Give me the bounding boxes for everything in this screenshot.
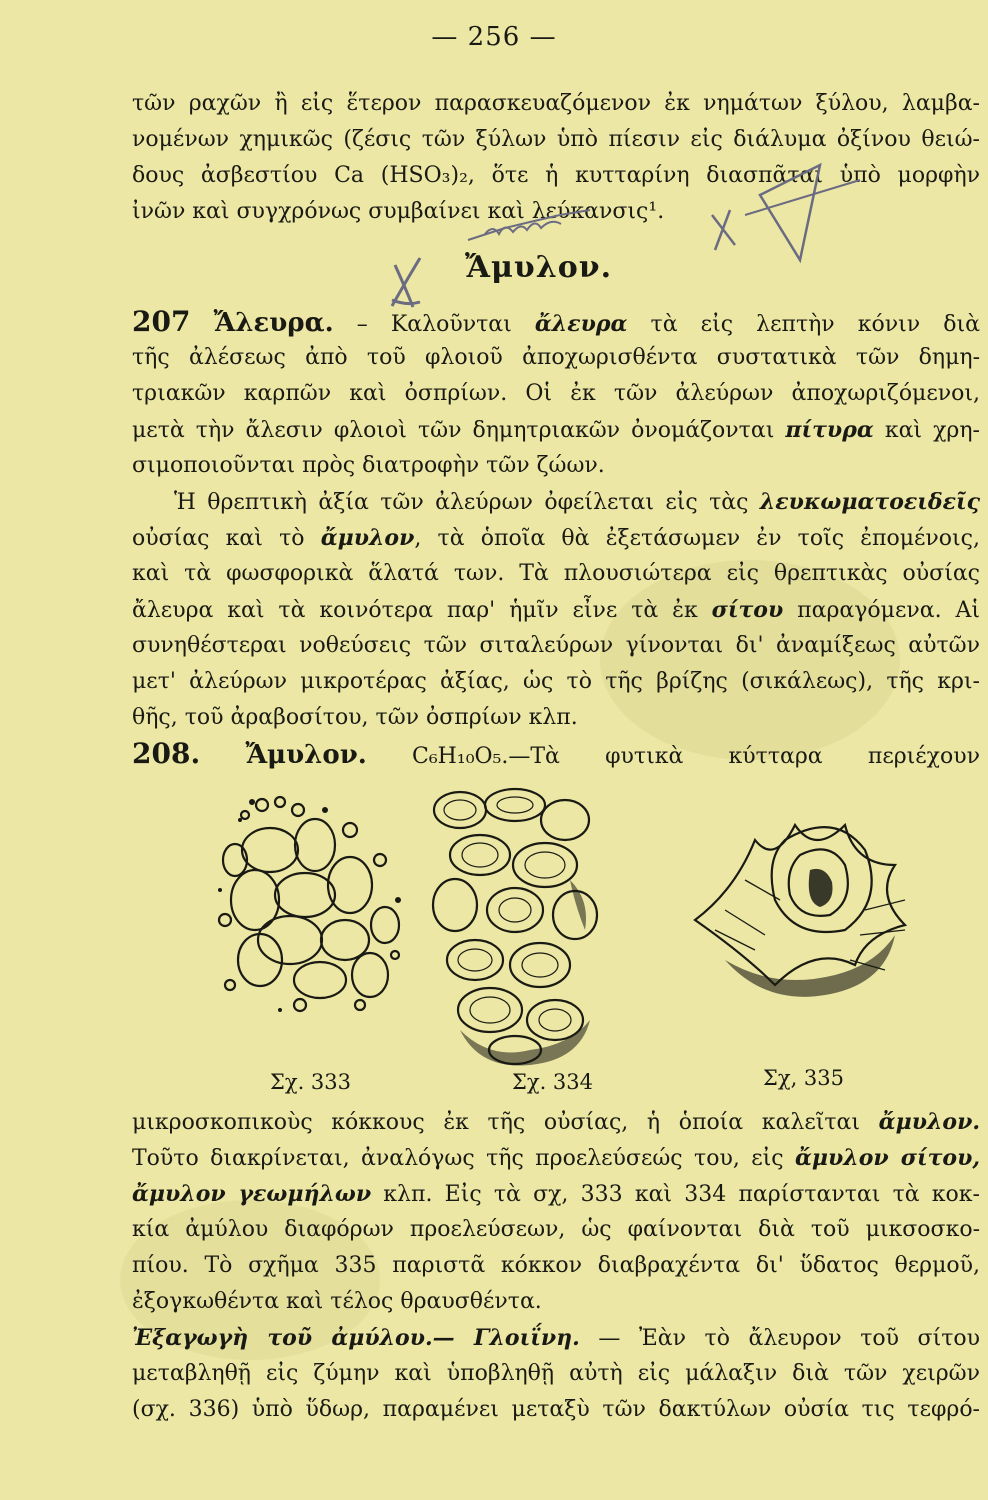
text-span: , τὰ ὁποῖα θὰ ἐξετάσωμεν ἐν τοῖς ἐπομένοις,	[414, 526, 980, 551]
emphasis-term: σίτου	[711, 597, 784, 623]
figure-caption: Σχ, 335	[763, 1066, 845, 1090]
pencil-cross	[712, 210, 735, 250]
section-number: 208.	[132, 737, 201, 770]
text-line: ἰνῶν καὶ συγχρόνως συμβαίνει καὶ λεύκανσις¹.	[132, 199, 665, 224]
figure-333-starch-grains	[200, 790, 410, 1020]
emphasis-term: ἄμυλον	[320, 525, 415, 551]
text-line: ἐξογκωθέντα καὶ τέλος θραυσθέντα.	[132, 1289, 542, 1314]
figures-row	[180, 780, 940, 1100]
text-line: κία ἀμύλου διαφόρων προελεύσεων, ὡς φαίνονται διὰ τοῦ μικσοσκο-	[132, 1217, 980, 1242]
text-line: συνηθέστεραι νοθεύσεις τῶν σιταλεύρων γίνονται δι' ἀναμίξεως αὐτῶν	[132, 633, 980, 658]
text-span: ἄλευρα καὶ τὰ κοινότερα παρ' ἡμῖν εἶνε τὰ ἐκ	[132, 598, 712, 623]
text-span: κλπ. Εἰς τὰ σχ, 333 καὶ 334 παρίστανται τὰ κοκ-	[371, 1182, 980, 1207]
subsection-title: Ἐξαγωγὴ τοῦ ἀμύλου.— Γλοιΐνη.	[132, 1325, 580, 1351]
text-line: τῆς ἀλέσεως ἀπὸ τοῦ φλοιοῦ ἀποχωρισθέντα συστατικὰ τῶν δημη-	[132, 345, 980, 370]
figure-334-starch-grains	[420, 780, 610, 1070]
pencil-scribble	[468, 210, 590, 240]
text-line: τριακῶν καρπῶν καὶ ὀσπρίων. Οἱ ἐκ τῶν ἀλεύρων ἀποχωριζόμενοι,	[132, 381, 980, 406]
figure-335-burst-grain	[685, 810, 930, 1010]
text-line: (σχ. 336) ὑπὸ ὕδωρ, παραμένει μεταξὺ τῶν δακτύλων οὐσία τις τεφρό-	[132, 1397, 980, 1422]
text-span: – Καλοῦνται	[333, 312, 535, 337]
text-span: καὶ χρη-	[873, 418, 980, 443]
text-line: νομένων χημικῶς (ζέσις τῶν ξύλων ὑπὸ πίεσιν εἰς διάλυμα ὀξίνου θειώ-	[132, 127, 980, 152]
figure-caption: Σχ. 333	[270, 1070, 352, 1094]
emphasis-term: ἄλευρα	[534, 311, 628, 337]
starch-paragraph	[132, 1104, 980, 1428]
emphasis-term: ἄμυλον.	[878, 1109, 980, 1135]
text-line: μεταβληθῇ εἰς ζύμην καὶ ὑποβληθῇ αὐτὴ εἰς μάλαξιν διὰ τῶν χειρῶν	[132, 1361, 980, 1386]
text-span: — Ἐὰν τὸ ἄλευρον τοῦ σίτου	[579, 1326, 980, 1351]
section-title: Ἄλευρα.	[213, 308, 334, 338]
text-line: μετ' ἀλεύρων μικροτέρας ἀξίας, ὡς τὸ τῆς βρίζης (σικάλεως), τῆς κρι-	[132, 669, 980, 694]
text-span: μετὰ τὴν ἄλεσιν φλοιοὶ τῶν δημητριακῶν ὀνομάζονται	[132, 418, 786, 443]
page-number: — 256 —	[431, 22, 557, 52]
text-line: δους ἀσβεστίου Ca (HSO₃)₂, ὅτε ἡ κυτταρίνη διασπᾶται ὑπὸ μορφὴν	[132, 163, 980, 188]
text-line: καὶ τὰ φωσφορικὰ ἅλατά των. Τὰ πλουσιώτερα εἰς θρεπτικὰς οὐσίας	[132, 561, 980, 586]
text-span: τὰ εἰς λεπτὴν κόνιν διὰ	[627, 312, 980, 337]
text-span: παραγόμενα. Αἱ	[783, 598, 980, 623]
text-line: θῆς, τοῦ ἀραβοσίτου, τῶν ὀσπρίων κλπ.	[132, 705, 578, 730]
figure-caption: Σχ. 334	[512, 1070, 594, 1094]
emphasis-term: πίτυρα	[785, 417, 874, 443]
text-span: Τοῦτο διακρίνεται, ἀναλόγως τῆς προελεύσεώς του, εἰς	[132, 1146, 795, 1171]
section-title: Ἄμυλον.	[245, 740, 367, 770]
pencil-triangle	[760, 165, 820, 260]
emphasis-term: λευκωματοειδεῖς	[759, 489, 980, 515]
emphasis-term: ἄμυλον γεωμήλων	[132, 1181, 372, 1207]
pencil-cross	[392, 258, 420, 307]
text-span: μικροσκοπικοὺς κόκκους ἐκ τῆς οὐσίας, ἡ ὁποία καλεῖται	[132, 1110, 879, 1135]
section-heading: Ἄμυλον.	[465, 250, 613, 285]
text-span: .—Τὰ φυτικὰ κύτταρα περιέχουν	[501, 744, 981, 769]
text-line: τῶν ραχῶν ἢ εἰς ἕτερον παρασκευαζόμενον ἐκ νημάτων ξύλου, λαμβα-	[132, 91, 980, 116]
section-207	[132, 304, 980, 772]
text-line: πίου. Τὸ σχῆμα 335 παριστᾶ κόκκον διαβραχέντα δι' ὕδατος θερμοῦ,	[132, 1253, 980, 1278]
text-line: σιμοποιοῦνται πρὸς διατροφὴν τῶν ζώων.	[132, 453, 605, 478]
chemical-formula: C₆H₁₀O₅	[412, 744, 502, 769]
section-number: 207	[132, 305, 191, 338]
text-span: οὐσίας καὶ τὸ	[132, 526, 321, 551]
emphasis-term: ἄμυλον σίτου,	[794, 1145, 980, 1171]
text-span: Ἡ θρεπτικὴ ἀξία τῶν ἀλεύρων ὀφείλεται εἰς τὰς	[174, 490, 760, 515]
